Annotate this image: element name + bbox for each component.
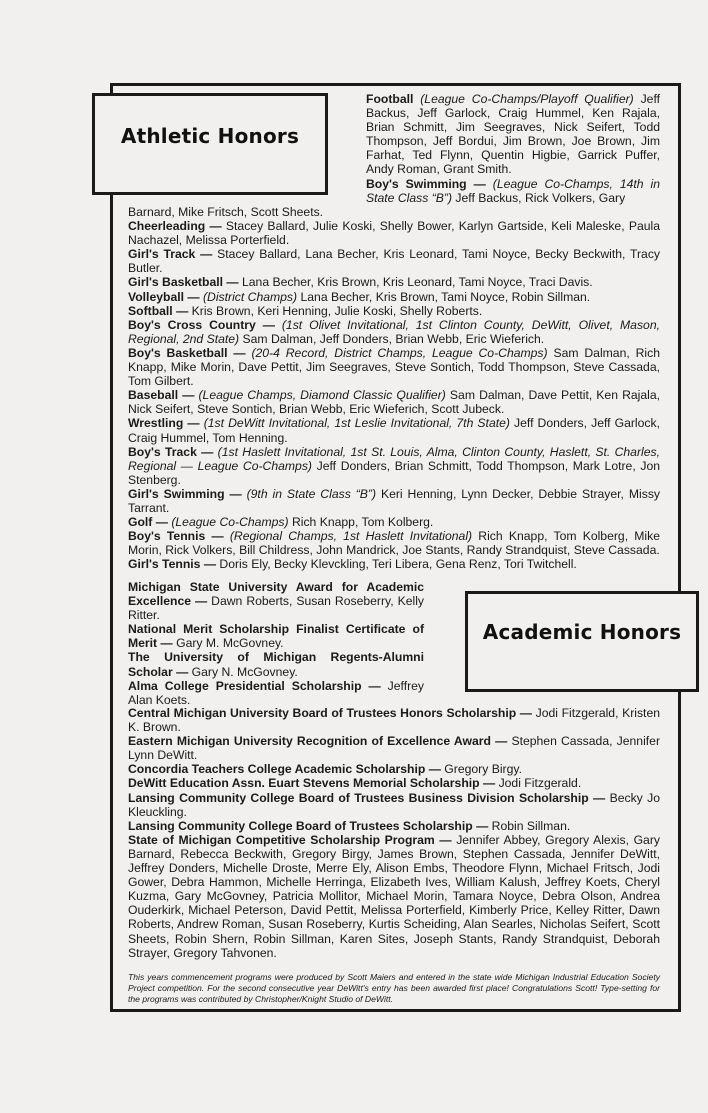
sport-name: Wrestling —: [128, 416, 200, 431]
award-recipients: Becky Jo Kleuckling.: [128, 790, 660, 819]
sport-name: Girl's Tennis —: [128, 557, 217, 572]
sport-names: Jeff Donders, Brian Schmitt, Todd Thompson, Mark Lotre, Jon Stenberg.: [128, 458, 660, 487]
award-recipients: Jeffrey Alan Koets.: [128, 678, 425, 707]
award-entry: [128, 622, 424, 650]
honor-entry: [128, 557, 660, 571]
honor-entry: [128, 318, 660, 346]
sport-names: Lana Becher, Kris Brown, Tami Noyce, Robin Sillman.: [300, 289, 591, 304]
sport-note: (League Co-Champs/Playoff Qualifier): [420, 92, 634, 106]
award-name: Lansing Community College Board of Trustees Business Division Scholarship —: [128, 790, 606, 805]
academic-honors-heading-box: [465, 591, 699, 692]
sport-names: Doris Ely, Becky Klevckling, Teri Libera, Gena Renz, Tori Twitchell.: [219, 557, 577, 572]
sport-names: Sam Dalman, Dave Pettit, Ken Rajala, Nick Seifert, Steve Sontich, Brian Webb, Eric Wieferich, Scott Jubeck.: [128, 388, 661, 417]
honor-entry: [128, 416, 660, 444]
award-entry: [128, 679, 424, 707]
athletic-honors-heading-box: [92, 93, 328, 195]
sport-name: Girl's Swimming —: [128, 486, 242, 501]
sport-name: Football: [366, 92, 414, 106]
sport-note: (League Co-Champs): [171, 515, 289, 530]
award-recipients: Gary M. McGovney.: [176, 636, 284, 651]
award-recipients: Jennifer Abbey, Gregory Alexis, Gary Barnard, Rebecca Beckwith, Gregory Birgy, James Brown, Stephen Cassada, Jennifer DeWitt, Jeffrey Donders, Michelle Droste, Merre Ely, Alison Embs, Theodore Flynn, Michael Fritsch, Jodi Gower, Debra Hammon, Michelle Herringa, Elizabeth Ives, William Kalush, Jeffrey Koets, Cheryl Kuzma, Gary McGovney, Patricia Mollitor, Michael Morin, Tamara Noyce, Debra Olson, Andrea Ouderkirk, Michael Peterson, David Pettit, Melissa Porterfield, Kimberly Price, Kelley Ritter, Dawn Roberts, Andrew Roman, Susan Roseberry, Kurtis Scheiding, Alan Searles, Nicholas Seifert, Scott Sheets, Robin Shern, Robin Sillman, Karen Sites, Joseph Stants, Randy Strandquist, Deborah Strayer, Gregory Tahvonen.: [128, 832, 660, 960]
award-recipients: Jodi Fitzgerald.: [498, 776, 582, 791]
sport-note: (20-4 Record, District Champs, League Co-Champs): [251, 345, 548, 360]
award-entry: [128, 762, 660, 776]
sport-name: Boy's Cross Country —: [128, 317, 275, 332]
award-name: Michigan State University Award for Academic Excellence —: [128, 580, 424, 609]
sport-names: Rich Knapp, Tom Kolberg, Mike Morin, Rick Volkers, Bill Childress, John Mandrick, Joe Stants, Randy Strandquist, Steve Cassada.: [128, 529, 661, 558]
sport-name: Boy's Track —: [128, 444, 214, 459]
award-entry: [128, 791, 660, 819]
sport-note: (1st DeWitt Invitational, 1st Leslie Invitational, 7th State): [203, 416, 510, 431]
award-name: Alma College Presidential Scholarship —: [128, 678, 381, 693]
award-entry: [128, 776, 660, 790]
sport-names: Jeff Backus, Rick Volkers, Gary: [455, 190, 626, 205]
academic-bottom-column: [128, 706, 660, 960]
honor-entry: [128, 247, 660, 275]
award-entry: [128, 833, 660, 960]
program-credit-note: This years commencement programs were produced by Scott Maiers and entered in the state wide Michigan Industrial Education Society Project competition. For the second consecutive year DeWitt's entry has been awarded first place! Congratulations Scott! Type-setting for the programs was contributed by Christopher/Knight Studio of DeWitt.: [128, 971, 660, 1004]
sport-note: (1st Olivet Invitational, 1st Clinton County, DeWitt, Olivet, Mason, Regional, 2nd State): [128, 317, 660, 346]
sport-name: Girl's Basketball —: [128, 275, 239, 290]
dash: —: [473, 176, 486, 191]
sport-note: (9th in State Class “B”): [246, 486, 377, 501]
award-name: The University of Michigan Regents-Alumni Scholar —: [128, 650, 424, 679]
award-name: State of Michigan Competitive Scholarship Program —: [128, 832, 452, 847]
sport-names: Jeff Donders, Jeff Garlock, Craig Hummel, Tom Henning.: [128, 416, 660, 445]
sport-note: (League Co-Champs, 14th in State Class “B”): [366, 176, 661, 205]
honor-entry: [128, 445, 660, 487]
award-entry: [128, 734, 660, 762]
sport-name: Boy's Swimming: [366, 176, 467, 191]
academic-left-list: [128, 580, 424, 707]
sport-names: Kris Brown, Keri Henning, Julie Koski, Shelly Roberts.: [191, 303, 483, 318]
award-name: Eastern Michigan University Recognition of Excellence Award —: [128, 734, 508, 749]
sport-note: (1st Haslett Invitational, 1st St. Louis, Alma, Clinton County, Haslett, St. Charles, Regional — League Co-Champs): [128, 444, 660, 473]
sport-names: Stacey Ballard, Lana Becher, Kris Leonard, Tami Noyce, Becky Beckwith, Tracy Butler.: [128, 247, 661, 276]
award-name: DeWitt Education Assn. Euart Stevens Memorial Scholarship —: [128, 776, 496, 791]
honor-entry: [128, 275, 660, 289]
honor-entry: [128, 304, 660, 318]
sport-names: Rich Knapp, Tom Kolberg.: [291, 515, 434, 530]
athletic-honors-heading: Athletic Honors: [120, 124, 300, 148]
honor-entry-football: [366, 92, 660, 177]
academic-honors-heading: Academic Honors: [482, 619, 682, 644]
sport-name: Volleyball —: [128, 289, 200, 304]
honor-entry: [128, 346, 660, 388]
athletic-main-column: [128, 205, 660, 571]
honor-entry: [128, 388, 660, 416]
award-recipients: Robin Sillman.: [491, 818, 571, 833]
sport-names: Sam Dalman, Jeff Donders, Brian Webb, Eric Wieferich.: [242, 331, 545, 346]
athletic-list: [128, 219, 660, 571]
award-entry: [128, 706, 660, 734]
award-entry: [128, 650, 424, 678]
award-recipients: Gary N. McGovney.: [191, 664, 298, 679]
sport-names: Lana Becher, Kris Brown, Kris Leonard, Tami Noyce, Traci Davis.: [242, 275, 593, 290]
award-name: Concordia Teachers College Academic Scholarship —: [128, 762, 441, 777]
sport-name: Cheerleading —: [128, 219, 222, 234]
award-recipients: Gregory Birgy.: [444, 762, 522, 777]
honor-entry: [128, 529, 660, 557]
sport-names: Jeff Backus, Jeff Garlock, Craig Hummel, Ken Rajala, Brian Schmitt, Jim Seegraves, Nick Seifert, Todd Thompson, Jeff Bordui, Jim Brown, Joe Brown, Jim Farhat, Ted Flynn, Quentin Higbie, Garrick Puffer, Andy Roman, Grant Smith.: [366, 92, 661, 177]
award-name: Lansing Community College Board of Trustees Scholarship —: [128, 818, 489, 833]
award-recipients: Jodi Fitzgerald, Kristen K. Brown.: [128, 706, 660, 735]
sport-names: Stacey Ballard, Julie Koski, Shelly Bower, Karlyn Gartside, Keli Maleske, Paula Nachazel, Melissa Porterfield.: [128, 219, 661, 248]
honor-entry-boys-swimming: [366, 177, 660, 205]
sport-names: Sam Dalman, Rich Knapp, Mike Morin, Dave Pettit, Jim Seegraves, Steve Sontich, Todd Thompson, Steve Cassada, Tom Gilbert.: [128, 345, 660, 389]
sport-note: (District Champs): [202, 289, 298, 304]
honor-entry: [128, 290, 660, 304]
award-entry: [128, 819, 660, 833]
sport-name: Girl's Track —: [128, 247, 213, 262]
sport-name: Baseball —: [128, 388, 195, 403]
academic-full-list: [128, 706, 660, 960]
sport-names: Keri Henning, Lynn Decker, Debbie Strayer, Missy Tarrant.: [128, 486, 661, 515]
award-name: National Merit Scholarship Finalist Certificate of Merit —: [128, 622, 424, 651]
sport-note: (League Champs, Diamond Classic Qualifier): [198, 388, 446, 403]
honor-entry: [128, 219, 660, 247]
athletic-top-column: [366, 92, 660, 205]
honor-entry: [128, 515, 660, 529]
award-recipients: Stephen Cassada, Jennifer Lynn DeWitt.: [128, 734, 661, 763]
academic-left-column: [128, 580, 424, 707]
award-recipients: Dawn Roberts, Susan Roseberry, Kelly Ritter.: [128, 594, 424, 623]
sport-name: Boy's Tennis —: [128, 529, 224, 544]
honor-entry: [128, 487, 660, 515]
honor-entry-boys-swimming-cont: Barnard, Mike Fritsch, Scott Sheets.: [128, 205, 324, 219]
sport-name: Softball —: [128, 303, 189, 318]
sport-name: Golf —: [128, 515, 168, 530]
sport-note: (Regional Champs, 1st Haslett Invitational): [229, 529, 473, 544]
award-name: Central Michigan University Board of Trustees Honors Scholarship —: [128, 706, 532, 720]
award-entry: [128, 580, 424, 622]
sport-name: Boy's Basketball —: [128, 345, 246, 360]
